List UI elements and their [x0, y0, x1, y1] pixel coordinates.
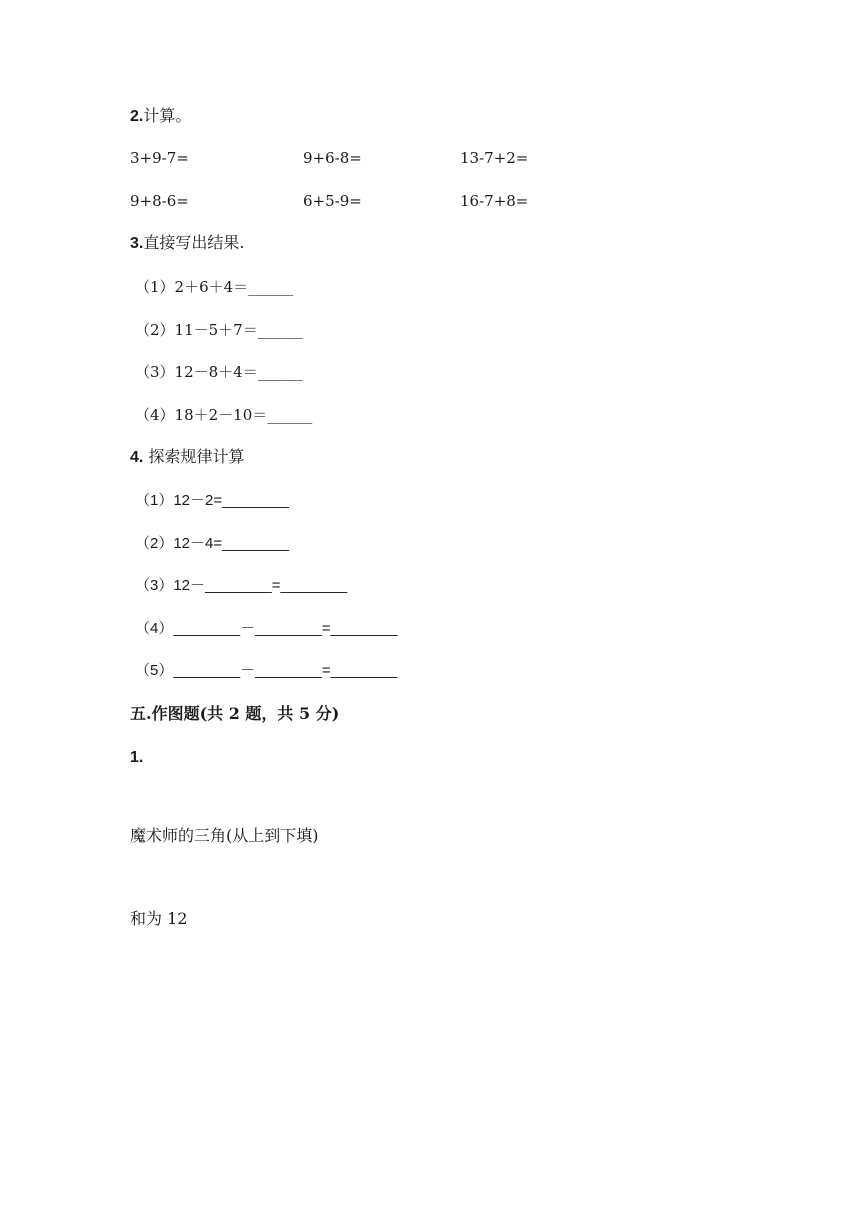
q4-item-1: （1）12－2=________: [135, 492, 289, 509]
q2-title: 计算。: [143, 106, 192, 125]
q3-item-3: （3）12－8＋4＝______: [135, 363, 303, 381]
q2-expr-2-3: 16-7+8=: [460, 192, 529, 210]
q2-number: 2.: [130, 108, 144, 125]
q2-heading: [130, 106, 191, 127]
q2-expr-1-1: 3+9-7=: [130, 149, 189, 167]
q4-item-3: （3）12－________=________: [135, 577, 348, 594]
q4-item-4: （4）________－________=________: [135, 620, 398, 637]
q3-item-2: （2）11－5＋7＝______: [135, 321, 303, 339]
q2-expr-2-2: 6+5-9=: [303, 192, 362, 210]
q4-heading: [130, 447, 244, 468]
q5-1-sum-label: 和为 12: [130, 909, 188, 928]
section5-heading: 五.作图题(共 2 题，共 5 分): [130, 704, 340, 723]
q4-item-5: （5）________－________=________: [135, 662, 398, 679]
q3-item-4: （4）18＋2－10＝______: [135, 406, 313, 424]
q4-number: 4.: [130, 449, 144, 466]
q5-1-instruction: 魔术师的三角(从上到下填): [130, 826, 319, 845]
q2-expr-1-2: 9+6-8=: [303, 149, 362, 167]
q3-item-1: （1）2＋6＋4＝______: [135, 278, 294, 296]
q2-expr-1-3: 13-7+2=: [460, 149, 529, 167]
q4-item-2: （2）12－4=________: [135, 535, 289, 552]
q4-title: 探索规律计算: [148, 447, 245, 466]
q3-title: 直接写出结果.: [143, 233, 245, 252]
q3-number: 3.: [130, 235, 144, 252]
q5-1-number: 1.: [130, 749, 144, 766]
q2-expr-2-1: 9+8-6=: [130, 192, 189, 210]
q3-heading: [130, 233, 244, 254]
